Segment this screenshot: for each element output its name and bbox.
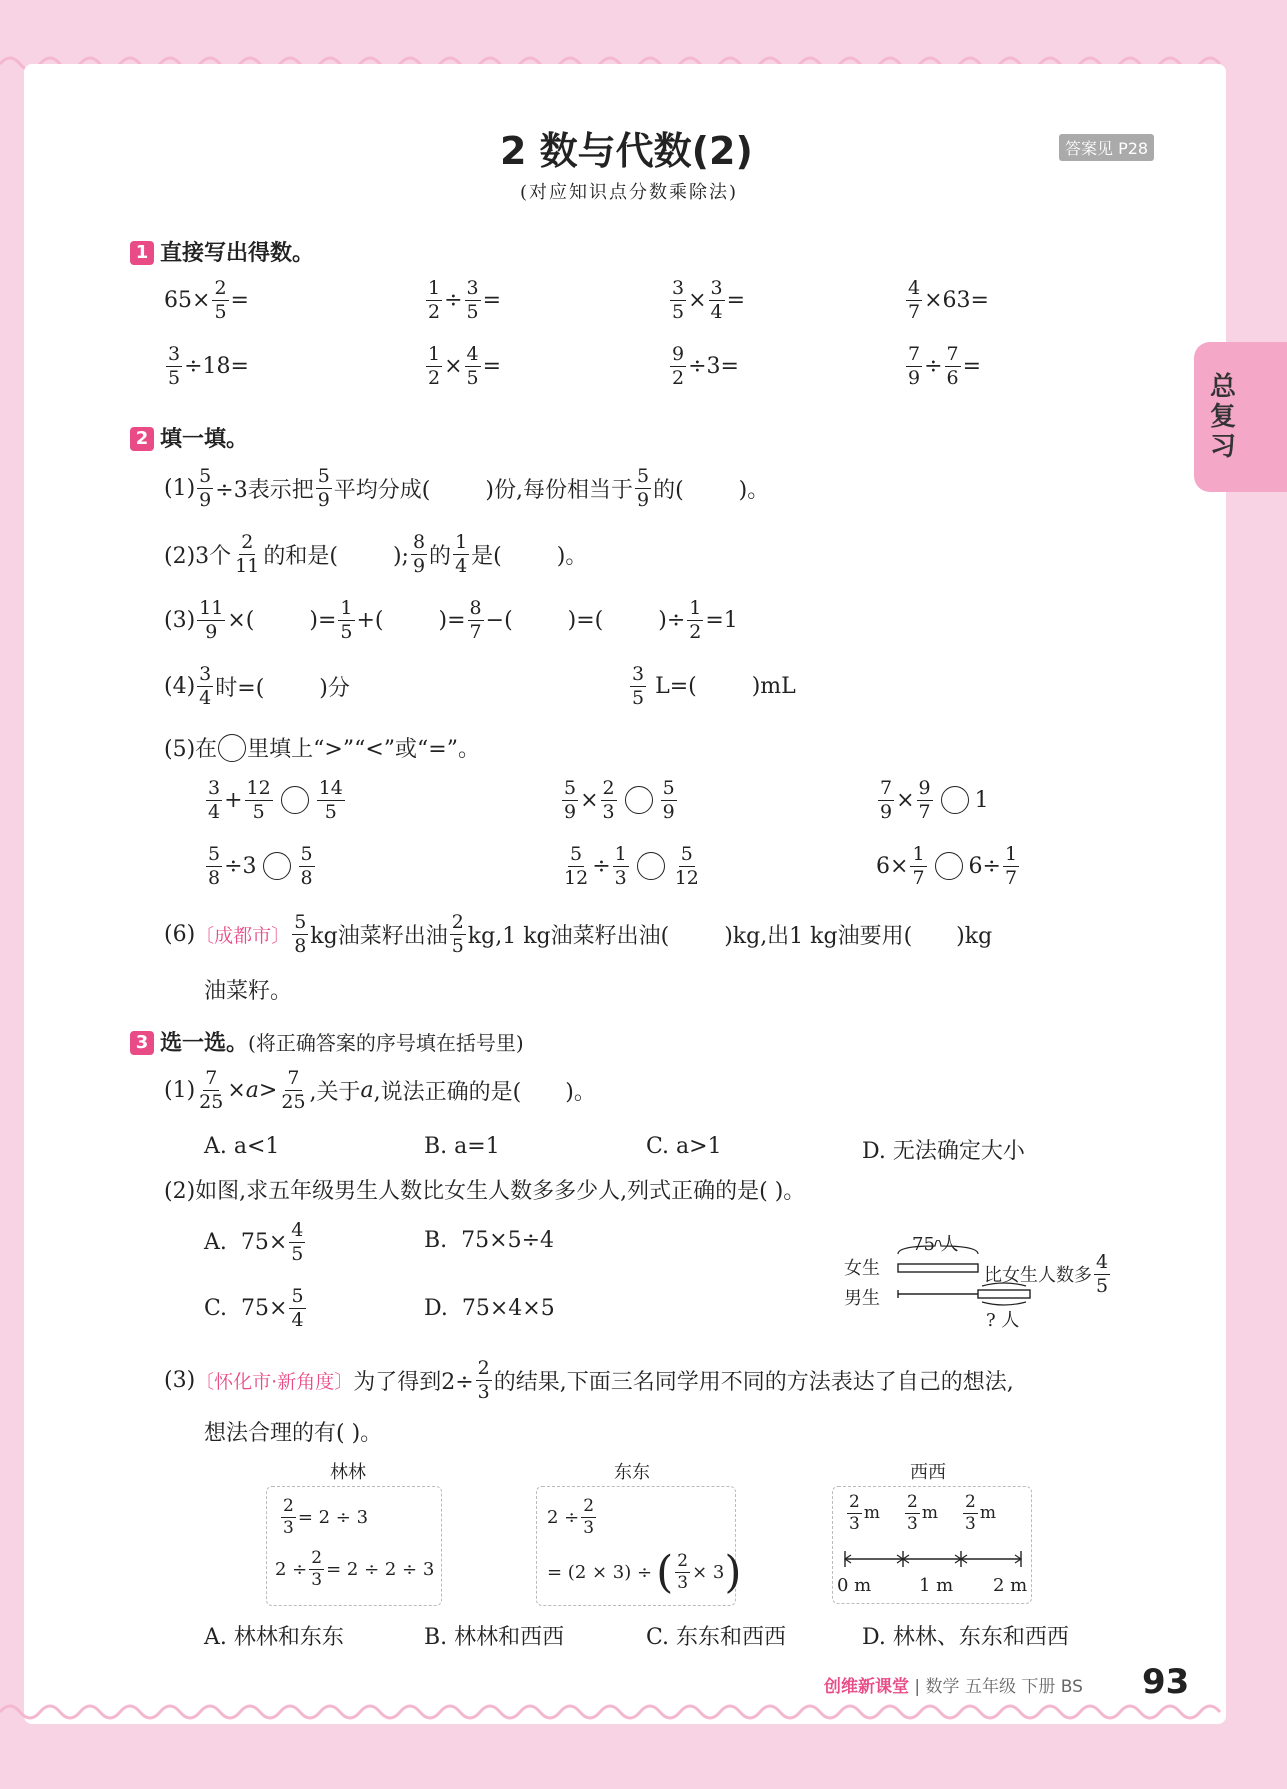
q3-item-2: (2)如图,求五年级男生人数比女生人数多多少人,列式正确的是( )。	[164, 1179, 806, 1204]
question-3-note: (将正确答案的序号填在括号里)	[248, 1031, 524, 1055]
q2-item-3: (3) $\frac{11}{9}$ ×( )= $\frac{1}{5}$ +( )= $\frac{8}{7}$ −( )=( )÷ $\frac{1}{2}$ =1	[164, 597, 738, 643]
q1-expr-6: $\frac{1}{2}$ × $\frac{4}{5}$ =	[428, 343, 502, 389]
source-tag: 〔怀化市·新角度〕	[195, 1370, 354, 1393]
person-dongdong: 东东	[614, 1462, 650, 1483]
q2-compare-5: $\frac{5}{12}$ ÷ $\frac{1}{3}$ $\frac{5}{12}$	[564, 843, 699, 889]
q1-expr-1: 65× $\frac{2}{5}$ =	[164, 277, 249, 323]
question-1-heading	[130, 236, 314, 267]
compare-circle[interactable]	[263, 852, 291, 880]
person-linlin: 林林	[330, 1462, 366, 1483]
question-3-heading	[130, 1026, 524, 1057]
page-number: 93	[1142, 1662, 1190, 1702]
q2-item-6: (6) 〔成都市〕 $\frac{5}{8}$ kg油菜籽出油 $\frac{2}{5}$ kg,1 kg油菜籽出油( )kg,出1 kg油要用( )kg	[164, 911, 993, 957]
diagram-girls-label: 女生	[844, 1258, 880, 1279]
diagram-bars	[890, 1240, 1050, 1310]
q2-item-2: (2)3个 $\frac{2}{11}$ 的和是( ); $\frac{8}{9}$ 的 $\frac{1}{4}$ 是( )。	[164, 531, 588, 577]
q1-expr-8: $\frac{7}{9}$ ÷ $\frac{7}{6}$ =	[908, 343, 982, 389]
q3-2-option-d[interactable]: D. 75×4×5	[424, 1296, 555, 1321]
question-2-heading	[130, 422, 248, 453]
compare-circle[interactable]	[281, 786, 309, 814]
number-line-label-2: 2 m	[993, 1575, 1028, 1596]
page-title: 2 数与代数(2)	[500, 129, 753, 173]
q3-3-option-b[interactable]: B. 林林和西西	[424, 1625, 565, 1650]
person-xixi: 西西	[910, 1462, 946, 1483]
side-tab-label: 总复习	[1210, 372, 1237, 462]
question-number-badge: 2	[130, 427, 154, 451]
question-1-text: 直接写出得数。	[160, 241, 315, 266]
q1-expr-4: $\frac{4}{7}$ ×63=	[908, 277, 989, 323]
page-footer	[824, 1672, 1083, 1697]
number-line	[841, 1547, 1025, 1571]
q2-compare-4: $\frac{5}{8}$ ÷3 $\frac{5}{8}$	[208, 843, 313, 889]
side-tab[interactable]	[1194, 342, 1287, 492]
q1-expr-5: $\frac{3}{5}$ ÷18=	[168, 343, 249, 389]
q3-1-option-a[interactable]: A. a<1	[204, 1134, 280, 1159]
q2-item-4a: (4) $\frac{3}{4}$ 时=( )分	[164, 663, 350, 709]
question-3-text: 选一选。	[160, 1031, 249, 1056]
q3-2-option-a[interactable]: A. 75× $\frac{4}{5}$	[204, 1219, 304, 1265]
question-number-badge: 1	[130, 241, 154, 265]
dongdong-method-box: 2 ÷ $\frac{2}{3}$ = (2 × 3) ÷ ( $\frac{2}{3}$ × 3 )	[536, 1486, 736, 1606]
q3-1-option-d[interactable]: D. 无法确定大小	[862, 1139, 1025, 1164]
q2-compare-2: $\frac{5}{9}$ × $\frac{2}{3}$ $\frac{5}{9}$	[564, 777, 675, 823]
number-line-label-0: 0 m	[837, 1575, 872, 1596]
compare-circle[interactable]	[625, 786, 653, 814]
footer-info: | 数学 五年级 下册 BS	[914, 1677, 1083, 1697]
q3-2-option-b[interactable]: B. 75×5÷4	[424, 1228, 555, 1253]
question-number-badge: 3	[130, 1031, 154, 1055]
q2-compare-3: $\frac{7}{9}$ × $\frac{9}{7}$ 1	[880, 777, 989, 823]
q2-compare-1: $\frac{3}{4}$ + $\frac{12}{5}$ $\frac{14}{5}$	[208, 777, 343, 823]
decorative-wave-bottom	[0, 1700, 1287, 1724]
diagram-more-label: 比女生人数多 $\frac{4}{5}$	[984, 1251, 1109, 1297]
question-2-text: 填一填。	[160, 427, 249, 452]
q3-3-option-a[interactable]: A. 林林和东东	[204, 1625, 344, 1650]
diagram-unknown-label: ? 人	[986, 1310, 1020, 1331]
page-subtitle: (对应知识点分数乘除法)	[520, 182, 739, 203]
q1-expr-2: $\frac{1}{2}$ ÷ $\frac{3}{5}$ =	[428, 277, 502, 323]
q3-2-option-c[interactable]: C. 75× $\frac{5}{4}$	[204, 1285, 304, 1331]
q3-3-option-d[interactable]: D. 林林、东东和西西	[862, 1625, 1069, 1650]
linlin-method-box: $\frac{2}{3}$ = 2 ÷ 3 2 ÷ $\frac{2}{3}$ = 2 ÷ 2 ÷ 3	[266, 1486, 442, 1606]
footer-brand: 创维新课堂	[824, 1677, 909, 1697]
q1-expr-3: $\frac{3}{5}$ × $\frac{3}{4}$ =	[672, 277, 746, 323]
q3-1-option-b[interactable]: B. a=1	[424, 1134, 500, 1159]
diagram-boys-label: 男生	[844, 1288, 880, 1309]
q1-expr-7: $\frac{9}{2}$ ÷3=	[672, 343, 739, 389]
q2-item-6-tail: 油菜籽。	[204, 979, 293, 1004]
compare-circle[interactable]	[637, 852, 665, 880]
compare-circle[interactable]	[935, 852, 963, 880]
q2-item-5-prompt: (5)在 里填上“>”“<”或“=”。	[164, 732, 480, 763]
compare-circle[interactable]	[941, 786, 969, 814]
answer-reference-badge: 答案见 P28	[1059, 134, 1154, 161]
q3-item-1: (1) $\frac{7}{25}$ × a > $\frac{7}{25}$ ,关于 a ,说法正确的是( )。	[164, 1067, 596, 1113]
source-tag: 〔成都市〕	[195, 924, 291, 947]
q2-item-4b: $\frac{3}{5}$ L=( )mL	[632, 663, 796, 709]
q2-item-1: (1) $\frac{5}{9}$ ÷3表示把 $\frac{5}{9}$ 平均分成( )份,每份相当于 $\frac{5}{9}$ 的( )。	[164, 465, 770, 511]
q2-compare-6: 6× $\frac{1}{7}$ 6÷ $\frac{1}{7}$	[876, 843, 1018, 889]
q3-1-option-c[interactable]: C. a>1	[646, 1134, 722, 1159]
diagram-total-label: 75 人	[912, 1234, 959, 1255]
q3-item-3-line2: 想法合理的有( )。	[204, 1421, 383, 1446]
q3-item-3: (3) 〔怀化市·新角度〕 为了得到2÷ $\frac{2}{3}$ 的结果,下面三名同学用不同的方法表达了自己的想法,	[164, 1357, 1014, 1403]
number-line-label-1: 1 m	[919, 1575, 954, 1596]
q3-3-option-c[interactable]: C. 东东和西西	[646, 1625, 787, 1650]
xixi-method-box: $\frac{2}{3}$ m $\frac{2}{3}$ m $\frac{2}{3}$ m 0 m 1 m 2 m	[832, 1486, 1032, 1604]
